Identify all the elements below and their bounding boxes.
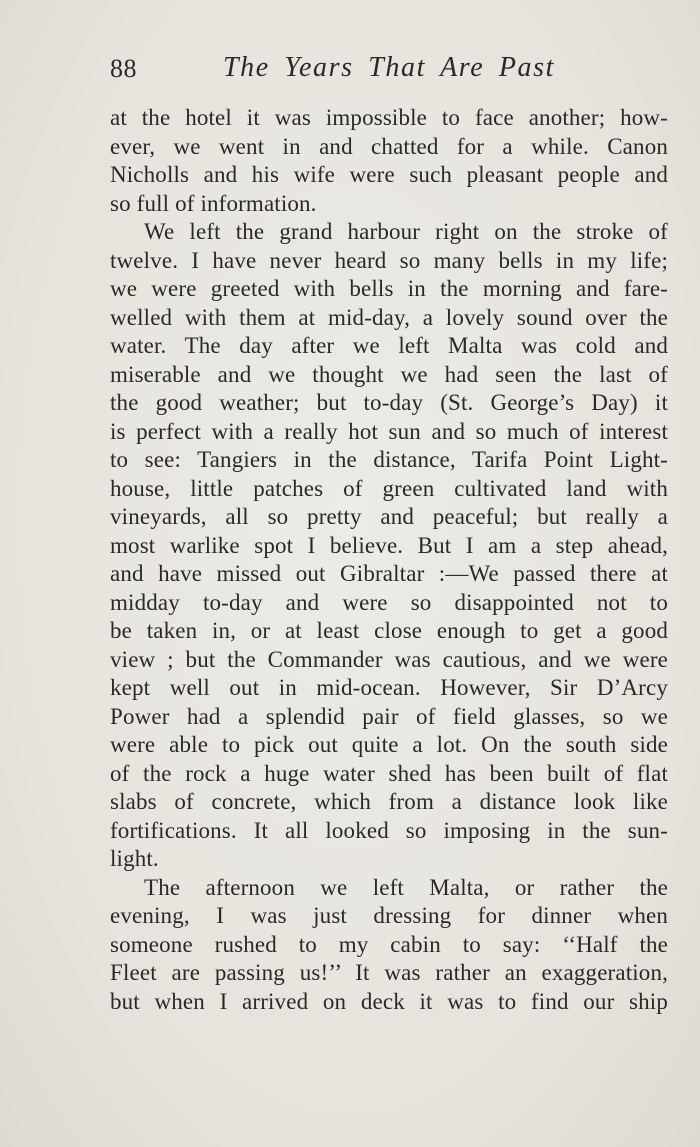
text-line: vineyards, all so pretty and peaceful; but really a [110,504,668,529]
text-line: ever, we went in and chatted for a while. Canon [110,133,668,159]
text-line: so full of information. [110,190,317,216]
text-line: were able to pick out quite a lot. On the south side [110,732,668,757]
text-line: Fleet are passing us!’’ It was rather an exaggeration, [110,960,668,985]
text-line: Power had a splendid pair of field glasses, so we [110,703,668,729]
text-line: at the hotel it was impossible to face another; how- [110,105,668,130]
text-line: light. [110,846,159,871]
text-line: slabs of concrete, which from a distance look like [110,789,668,814]
text-line: miserable and we thought we had seen the last of [110,361,668,387]
text-line: someone rushed to my cabin to say: ‘‘Half the [110,931,668,957]
running-head [110,52,668,88]
body-text [110,104,668,1016]
text-line: fortifications. It all looked so imposing in the sun- [110,817,668,843]
text-line: We left the grand harbour right on the stroke of [144,219,668,244]
text-line: kept well out in mid-ocean. However, Sir D’Arcy [110,675,668,700]
text-line: we were greeted with bells in the morning and fare- [110,276,668,301]
text-line: midday to-day and were so disappointed not to [110,589,668,615]
running-title: The Years That Are Past [223,52,556,83]
text-line: evening, I was just dressing for dinner when [110,903,668,928]
text-line: Nicholls and his wife were such pleasant people and [110,162,668,187]
text-line: The afternoon we left Malta, or rather the [144,874,668,900]
text-line: house, little patches of green cultivated land with [110,475,668,501]
text-line: most warlike spot I believe. But I am a step ahead, [110,532,668,558]
text-line: water. The day after we left Malta was cold and [110,333,668,358]
text-line: and have missed out Gibraltar :—We passed there at [110,561,668,586]
text-line: welled with them at mid-day, a lovely sound over the [110,304,668,330]
text-line: but when I arrived on deck it was to find our ship [110,988,668,1014]
text-line: is perfect with a really hot sun and so much of interest [110,418,668,444]
text-line: view ; but the Commander was cautious, and we were [110,646,668,672]
page-number: 88 [110,54,137,83]
text-line: to see: Tangiers in the distance, Tarifa Point Light- [110,447,668,472]
text-line: be taken in, or at least close enough to get a good [110,618,668,643]
text-line: the good weather; but to-day (St. George’s Day) it [110,390,668,415]
text-line: twelve. I have never heard so many bells in my life; [110,247,668,273]
text-line: of the rock a huge water shed has been built of flat [110,760,668,786]
